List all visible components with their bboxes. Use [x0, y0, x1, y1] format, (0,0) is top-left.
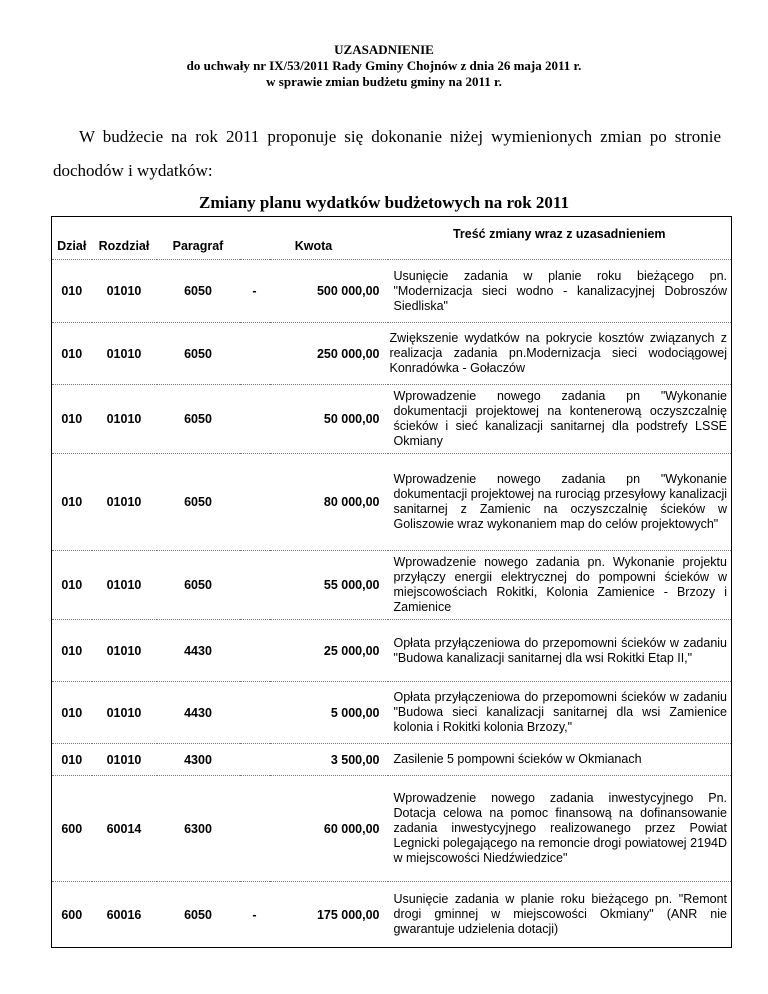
col-header-paragraf: Paragraf: [157, 217, 240, 260]
table-title: Zmiany planu wydatków budżetowych na rok 2011: [199, 193, 569, 212]
row-sign: -: [240, 882, 270, 948]
row-paragraf: 6050: [157, 260, 240, 323]
row-opis: Usunięcie zadania w planie roku bieżącego pn. "Modernizacja sieci wodno - kanalizacyjnej Dobroszów Siedliska": [388, 260, 732, 323]
row-rozdzial: 60014: [92, 776, 157, 882]
row-rozdzial: 60016: [92, 882, 157, 948]
intro-paragraph: W budżecie na rok 2011 proponuje się dokonanie niżej wymienionych zmian po stronie dochodów i wydatków:: [53, 127, 721, 180]
table-row: [52, 620, 732, 682]
row-dzial: 010: [52, 551, 92, 620]
header-resolution: do uchwały nr IX/53/2011 Rady Gminy Chojnów z dnia 26 maja 2011 r.: [186, 58, 582, 73]
row-kwota: 55 000,00: [270, 551, 388, 620]
table-header-row: [52, 217, 732, 260]
table-body: [52, 260, 732, 948]
header-title: UZASADNIENIE: [334, 42, 434, 57]
row-sign: -: [240, 260, 270, 323]
row-dzial: 010: [52, 682, 92, 744]
row-kwota: 250 000,00: [270, 323, 388, 385]
row-dzial: 010: [52, 744, 92, 776]
col-header-dzial: Dział: [52, 217, 92, 260]
row-opis: Wprowadzenie nowego zadania pn. Wykonanie projektu przyłączy energii elektrycznej do pompowni ścieków w miejscowościach Rokitki, Kolonia Zamienice - Brzozy i Zamienice: [388, 551, 732, 620]
row-opis: Zasilenie 5 pompowni ścieków w Okmianach: [388, 744, 732, 776]
table-row: [52, 776, 732, 882]
row-dzial: 600: [52, 882, 92, 948]
row-sign: [240, 454, 270, 551]
row-opis: Zwiększenie wydatków na pokrycie kosztów związanych z realizacja zadania pn.Modernizacja sieci wodociągowej Konradówka - Gołaczów: [388, 323, 732, 385]
row-dzial: 600: [52, 776, 92, 882]
row-paragraf: 6050: [157, 385, 240, 454]
row-paragraf: 6050: [157, 551, 240, 620]
row-kwota: 50 000,00: [270, 385, 388, 454]
row-kwota: 60 000,00: [270, 776, 388, 882]
row-opis: Opłata przyłączeniowa do przepomowni ścieków w zadaniu "Budowa kanalizacji sanitarnej dla wsi Rokitki Etap II,": [388, 620, 732, 682]
row-kwota: 175 000,00: [270, 882, 388, 948]
row-dzial: 010: [52, 454, 92, 551]
table-row: [52, 260, 732, 323]
table-row: [52, 385, 732, 454]
row-opis: Opłata przyłączeniowa do przepomowni ścieków w zadaniu "Budowa sieci kanalizacji sanitarnej dla wsi Zamienice kolonia i Rokitki kolonia Brzozy,": [388, 682, 732, 744]
row-sign: [240, 385, 270, 454]
row-kwota: 500 000,00: [270, 260, 388, 323]
row-rozdzial: 01010: [92, 323, 157, 385]
row-rozdzial: 01010: [92, 454, 157, 551]
row-rozdzial: 01010: [92, 260, 157, 323]
row-kwota: 25 000,00: [270, 620, 388, 682]
row-paragraf: 6050: [157, 882, 240, 948]
document-header: [0, 42, 768, 90]
row-kwota: 3 500,00: [270, 744, 388, 776]
row-opis: Wprowadzenie nowego zadania pn "Wykonanie dokumentacji projektowej na rurociąg przesyłowy kanalizacji sanitarnej z Zamienic na oczyszczalnię ścieków w Goliszowie wraz wykonaniem map do celów projektowych": [388, 454, 732, 551]
row-paragraf: 4430: [157, 620, 240, 682]
table-row: [52, 744, 732, 776]
row-kwota: 5 000,00: [270, 682, 388, 744]
row-sign: [240, 620, 270, 682]
row-dzial: 010: [52, 260, 92, 323]
row-sign: [240, 551, 270, 620]
row-paragraf: 6050: [157, 323, 240, 385]
table-row: [52, 454, 732, 551]
row-paragraf: 4430: [157, 682, 240, 744]
row-rozdzial: 01010: [92, 682, 157, 744]
col-header-kwota: Kwota: [240, 217, 388, 260]
row-paragraf: 4300: [157, 744, 240, 776]
row-sign: [240, 776, 270, 882]
col-header-tresc: Treść zmiany wraz z uzasadnieniem: [388, 217, 732, 260]
col-header-rozdzial: Rozdział: [92, 217, 157, 260]
row-rozdzial: 01010: [92, 744, 157, 776]
header-subject: w sprawie zmian budżetu gminy na 2011 r.: [266, 74, 502, 89]
row-paragraf: 6050: [157, 454, 240, 551]
table-row: [52, 682, 732, 744]
row-rozdzial: 01010: [92, 385, 157, 454]
row-rozdzial: 01010: [92, 551, 157, 620]
row-dzial: 010: [52, 620, 92, 682]
table-row: [52, 882, 732, 948]
row-sign: [240, 744, 270, 776]
row-opis: Wprowadzenie nowego zadania pn "Wykonanie dokumentacji projektowej na kontenerową oczyszczalnię ścieków i sieć kanalizacji sanitarnej dla podstrefy LSSE Okmiany: [388, 385, 732, 454]
row-rozdzial: 01010: [92, 620, 157, 682]
row-dzial: 010: [52, 385, 92, 454]
row-dzial: 010: [52, 323, 92, 385]
row-opis: Usunięcie zadania w planie roku bieżącego pn. "Remont drogi gminnej w miejscowości Okmiany" (ANR nie gwarantuje udzielenia dotacji): [388, 882, 732, 948]
table-row: [52, 551, 732, 620]
row-sign: [240, 682, 270, 744]
row-kwota: 80 000,00: [270, 454, 388, 551]
row-sign: [240, 323, 270, 385]
row-opis: Wprowadzenie nowego zadania inwestycyjnego Pn. Dotacja celowa na pomoc finansową na dofinansowanie zadania inwestycyjnego realizowanego przez Powiat Legnicki polegającego na remoncie drogi powiatowej 2194D w miejscowości Niedźwiedzice": [388, 776, 732, 882]
table-row: [52, 323, 732, 385]
expenditure-table: [51, 216, 732, 948]
row-paragraf: 6300: [157, 776, 240, 882]
